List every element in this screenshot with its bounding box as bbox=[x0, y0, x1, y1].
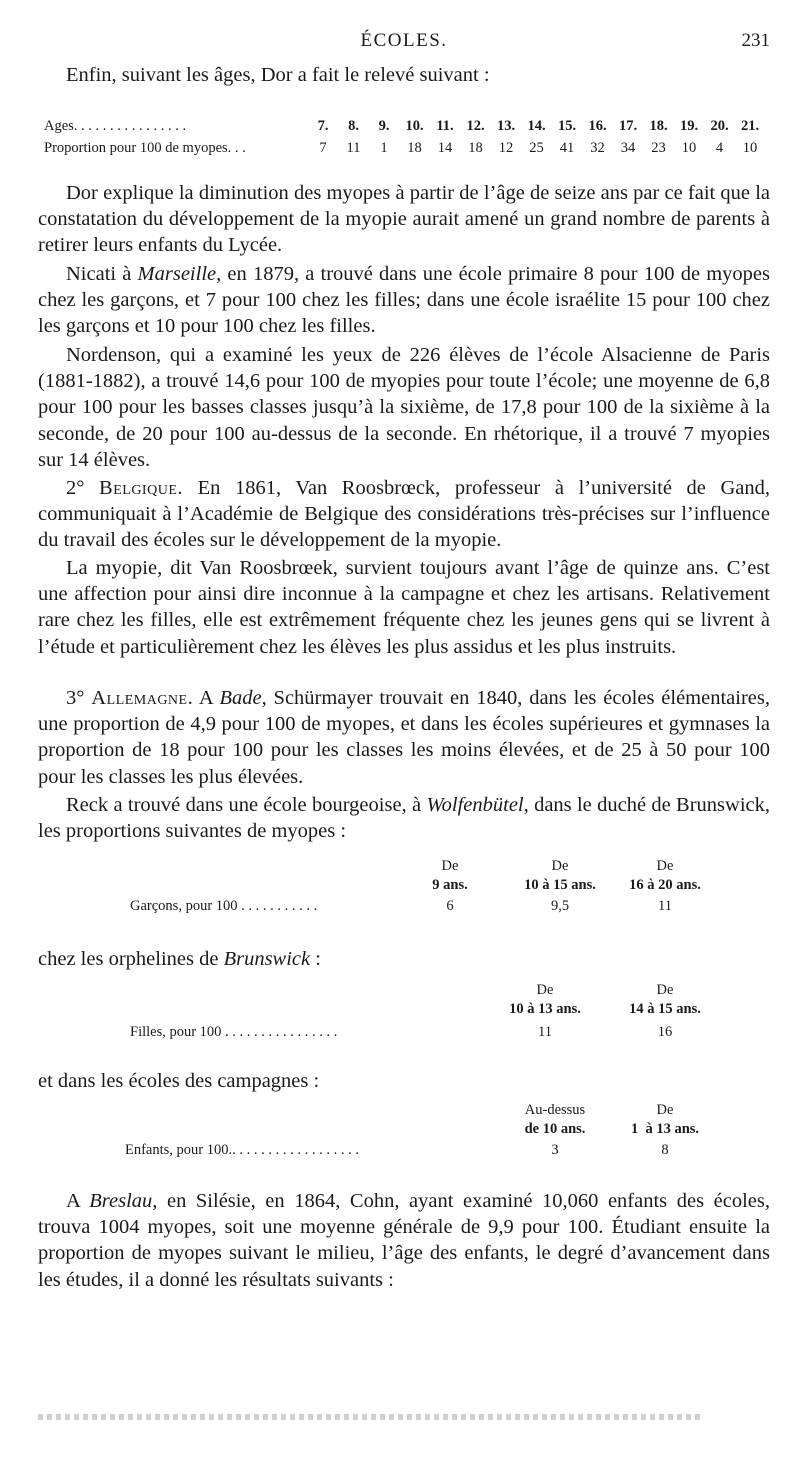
age-value: 13. bbox=[496, 118, 516, 134]
page-number: 231 bbox=[741, 30, 770, 51]
age-value: 18. bbox=[649, 118, 668, 134]
proportion-value: 18 bbox=[407, 140, 422, 156]
campagnes-line: et dans les écoles des campagnes : bbox=[38, 1070, 320, 1092]
page-header bbox=[38, 30, 770, 60]
text: : bbox=[310, 948, 321, 970]
age-value: 10. bbox=[405, 118, 424, 134]
text: , dans le duché de Brunswick, les proportions suivantes de myopes : bbox=[38, 794, 771, 843]
proportion-value: 12 bbox=[498, 140, 514, 156]
text: Reck a trouvé dans une école bourgeoise, à bbox=[66, 794, 427, 816]
column-header: De bbox=[441, 858, 459, 874]
running-title: ÉCOLES. bbox=[360, 30, 448, 51]
table-cell: 11 bbox=[658, 898, 672, 914]
row-label: Enfants, pour 100.. . . . . . . . . . . . . . . . . . bbox=[125, 1142, 359, 1158]
column-header: De bbox=[656, 1102, 674, 1118]
column-header: de 10 ans. bbox=[524, 1121, 586, 1137]
proportion-value: 7 bbox=[319, 140, 327, 156]
section-heading: Allemagne. bbox=[91, 687, 194, 709]
table-cell: 8 bbox=[661, 1142, 669, 1158]
text: Nicati à bbox=[66, 263, 138, 285]
age-value: 17. bbox=[618, 118, 638, 134]
proportion-value: 4 bbox=[715, 140, 724, 156]
table-cell: 11 bbox=[538, 1024, 552, 1040]
proportion-value: 18 bbox=[468, 140, 483, 156]
proportion-value: 34 bbox=[620, 140, 636, 156]
age-value: 11. bbox=[436, 118, 454, 134]
age-value: 8. bbox=[348, 118, 359, 134]
proportion-value: 41 bbox=[559, 140, 575, 156]
place-name: Wolfenbütel bbox=[426, 794, 524, 816]
proportion-value: 1 bbox=[380, 140, 388, 156]
paragraph-nicati bbox=[38, 261, 770, 340]
proportion-value: 25 bbox=[529, 140, 544, 156]
place-name: Brunswick bbox=[223, 948, 311, 970]
age-value: 19. bbox=[679, 118, 699, 134]
proportion-label: Proportion pour 100 de myopes. . . bbox=[44, 140, 246, 156]
bleed-through-line bbox=[38, 1414, 702, 1420]
text: A bbox=[66, 1190, 90, 1212]
intro-line: Enfin, suivant les âges, Dor a fait le relevé suivant : bbox=[66, 64, 490, 86]
age-value: 9. bbox=[378, 118, 390, 134]
text: , Schürmayer trouvait en 1840, dans les écoles élémentaires, une proportion de 4,9 pour 100 de myopes, et dans les écoles supérieures et gymnases la proportion de 18 pour 100 pour les classes les moins élevées, et de 25 à 50 pour 100 pour les classes les plus élevées. bbox=[38, 687, 770, 788]
row-label: Garçons, pour 100 . . . . . . . . . . . bbox=[130, 898, 318, 914]
column-header: De bbox=[656, 982, 674, 998]
column-header: De bbox=[656, 858, 674, 874]
place-name: Marseille bbox=[137, 263, 217, 285]
age-value: 20. bbox=[710, 118, 729, 134]
paragraph-allemagne bbox=[38, 685, 770, 790]
place-name: Breslau bbox=[89, 1190, 153, 1212]
text: En 1861, Van Roosbrœck, professeur à l’université de Gand, communiquait à l’Académie de Belgique des considérations très-précises sur l’influence du travail des écoles sur le développement de la myopie. bbox=[38, 477, 770, 552]
table-cell: 16 bbox=[657, 1024, 673, 1040]
age-value: 15. bbox=[557, 118, 577, 134]
age-value: 16. bbox=[588, 118, 607, 134]
text: , en 1879, a trouvé dans une école primaire 8 pour 100 de myopes chez les garçons, et 7 pour 100 chez les filles; dans une école israélite 15 pour 100 chez les garçons et 10 pour 100 chez les filles. bbox=[38, 263, 770, 338]
text: chez les orphelines de bbox=[38, 948, 224, 970]
text: , en Silésie, en 1864, Cohn, ayant examiné 10,060 enfants des écoles, trouva 1004 myopes, soit une moyenne générale de 9,9 pour 100. Étudiant ensuite la proportion de myopes suivant le milieu, l’âge des enfants, le degré d’avancement dans les études, il a donné les résultats suivants : bbox=[38, 1190, 770, 1291]
section-heading: Belgique. bbox=[99, 477, 183, 499]
column-header: De bbox=[551, 858, 569, 874]
ages-label: Ages. . . . . . . . . . . . . . . . bbox=[44, 118, 187, 134]
section-number: 2° bbox=[66, 477, 100, 499]
column-header: De bbox=[536, 982, 554, 998]
row-label: Filles, pour 100 . . . . . . . . . . . . . . . . bbox=[130, 1024, 338, 1040]
proportion-value: 10 bbox=[742, 140, 758, 156]
table-filles bbox=[0, 982, 800, 1042]
paragraph-belgique bbox=[38, 475, 770, 554]
paragraph-van-roosbroeck: La myopie, dit Van Roosbrœek, survient toujours avant l’âge de quinze ans. C’est une affection pour ainsi dire inconnue à la campagne et chez les artisans. Relativement rare chez les filles, elle est extrêmement fréquente chez les jeunes gens qui se livrent à l’étude et particulièrement chez les élèves les plus assidus et les plus instruits. bbox=[38, 557, 770, 658]
paragraph-nordenson: Nordenson, qui a examiné les yeux de 226 élèves de l’école Alsacienne de Paris (1881-1882), a trouvé 14,6 pour 100 de myopies pour toute l’école; une moyenne de 6,8 pour 100 pour les basses classes jusqu’à la sixième, de 17,8 pour 100 de la sixième à la seconde, de 20 pour 100 au-dessus de la seconde. En rhétorique, il a trouvé 7 myopies sur 14 élèves. bbox=[38, 344, 770, 471]
orphelines-line bbox=[38, 946, 770, 972]
paragraph-reck bbox=[38, 792, 770, 844]
age-value: 21. bbox=[740, 118, 760, 134]
proportion-value: 14 bbox=[437, 140, 453, 156]
table-cell: 9,5 bbox=[550, 898, 570, 914]
age-value: 12. bbox=[466, 118, 485, 134]
column-header: 10 à 13 ans. bbox=[509, 1001, 581, 1017]
section-number: 3° bbox=[66, 687, 92, 709]
column-header: 14 à 15 ans. bbox=[629, 1001, 701, 1017]
paragraph-breslau bbox=[38, 1188, 770, 1293]
proportion-value: 10 bbox=[681, 140, 697, 156]
age-value: 14. bbox=[527, 118, 546, 134]
table-cell: 3 bbox=[551, 1142, 559, 1158]
proportion-value: 32 bbox=[590, 140, 605, 156]
proportion-value: 11 bbox=[346, 140, 361, 156]
ages-row bbox=[38, 118, 770, 140]
place-name: Bade bbox=[219, 687, 262, 709]
table-enfants bbox=[0, 1102, 800, 1162]
proportion-row bbox=[38, 140, 770, 162]
age-value: 7. bbox=[317, 118, 329, 134]
column-header: Au-dessus bbox=[524, 1102, 586, 1118]
column-header: 1 à 13 ans. bbox=[630, 1121, 700, 1137]
column-header: 10 à 15 ans. bbox=[524, 877, 596, 893]
text: A bbox=[193, 687, 220, 709]
column-header: 9 ans. bbox=[432, 877, 468, 893]
table-cell: 6 bbox=[446, 898, 454, 914]
proportion-value: 23 bbox=[651, 140, 666, 156]
column-header: 16 à 20 ans. bbox=[629, 877, 701, 893]
table-garcons bbox=[0, 858, 800, 918]
paragraph-dor: Dor explique la diminution des myopes à partir de l’âge de seize ans par ce fait que la constatation du développement de la myopie aurait amené un grand nombre de parents à retirer leurs enfants du Lycée. bbox=[38, 182, 770, 257]
